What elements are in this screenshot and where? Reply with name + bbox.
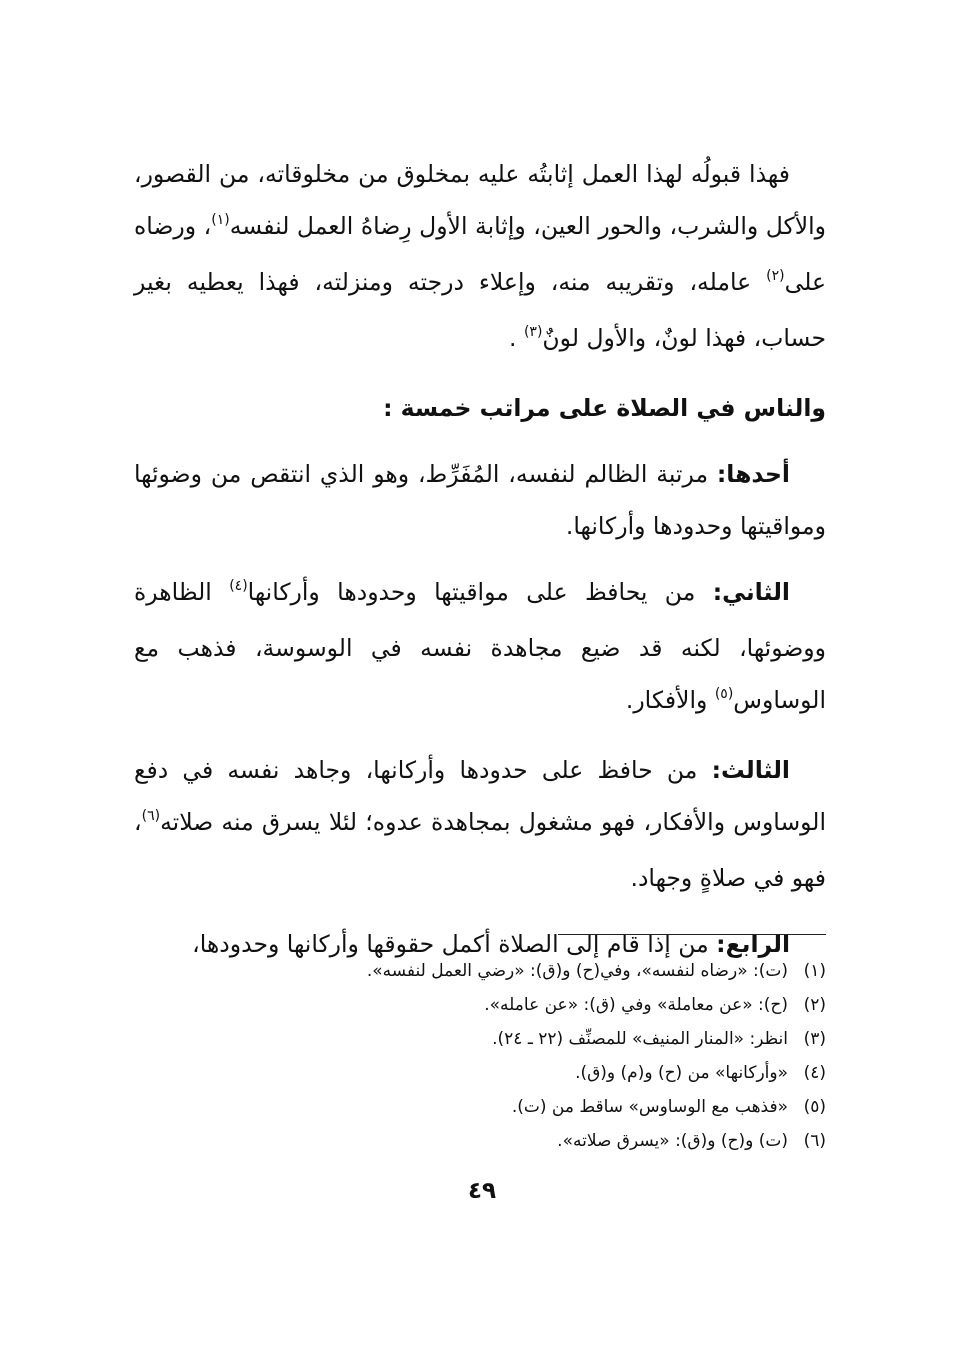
- footnote-ref-2[interactable]: (٢): [766, 268, 785, 284]
- paragraph-text: الظاهرة ووضوئها، لكنه قد ضيع مجاهدة نفسه في الوسوسة، فذهب مع الوساوس: [134, 578, 826, 714]
- footnotes: [134, 954, 826, 1158]
- footnote-separator: [558, 934, 826, 935]
- footnote-ref-5[interactable]: (٥): [714, 686, 734, 702]
- rank-label: أحدها:: [716, 460, 790, 488]
- footnote-item: [134, 988, 826, 1022]
- rank-label: الثاني:: [712, 578, 790, 606]
- paragraph-text: مرتبة الظالم لنفسه، المُفَرِّط، وهو الذي انتقص من وضوئها ومواقيتها وحدودها وأركانها.: [134, 460, 826, 540]
- footnote-number: (٤): [803, 1063, 826, 1083]
- footnote-item: [134, 954, 826, 988]
- footnote-text: «فذهب مع الوساوس» ساقط من (ت).: [511, 1097, 788, 1117]
- page-number: ٤٩: [467, 1178, 497, 1204]
- footnote-text: «وأركانها» من (ح) و(م) و(ق).: [575, 1063, 788, 1083]
- footnote-number: (٢): [803, 995, 826, 1015]
- paragraph-reward: [134, 148, 826, 368]
- footnote-number: (١): [803, 961, 826, 981]
- paragraph-text: فهذا قبولُه لهذا العمل إثابتُه عليه بمخلوق من مخلوقاته، من القصور، والأكل والشرب، والحور العين، وإثابة الأول رِضاهُ العمل لنفسه: [134, 160, 826, 240]
- rank-label: الرابع:: [716, 930, 790, 958]
- paragraph-text: .: [509, 324, 524, 352]
- paragraph-text: والأفكار.: [625, 686, 715, 714]
- footnote-text: انظر: «المنار المنيف» للمصنِّف (٢٢ ـ ٢٤).: [492, 1029, 788, 1049]
- footnote-number: (٦): [803, 1131, 826, 1151]
- footnote-number: (٣): [803, 1029, 826, 1049]
- footnote-text: (ت): «رضاه لنفسه»، وفي(ح) و(ق): «رضي العمل لنفسه».: [366, 961, 788, 981]
- rank-label: الثالث:: [711, 756, 790, 784]
- footnote-ref-1[interactable]: (١): [211, 212, 230, 228]
- footnote-item: [134, 1090, 826, 1124]
- paragraph-rank-2: [134, 566, 826, 730]
- footnote-item: [134, 1124, 826, 1158]
- paragraph-text: ، فهو في صلاةٍ وجهاد.: [134, 808, 826, 892]
- paragraph-text: عامله، وتقريبه منه، وإعلاء درجته ومنزلته، فهذا يعطيه بغير حساب، فهذا لونٌ، والأول لونٌ: [134, 268, 826, 352]
- footnote-item: [134, 1022, 826, 1056]
- footnote-ref-3[interactable]: (٣): [523, 324, 543, 340]
- paragraph-rank-3: [134, 744, 826, 904]
- section-heading: والناس في الصلاة على مراتب خمسة :: [383, 394, 826, 422]
- main-text: [134, 148, 826, 984]
- footnote-text: (ت) و(ح) و(ق): «يسرق صلاته».: [557, 1131, 788, 1151]
- paragraph-text: من يحافظ على مواقيتها وحدودها وأركانها: [247, 578, 713, 606]
- footnote-number: (٥): [803, 1097, 826, 1117]
- paragraph-text: من إذا قام إلى الصلاة أكمل حقوقها وأركانها وحدودها،: [192, 930, 717, 958]
- paragraph-text: ، ورضاه على: [134, 212, 826, 296]
- paragraph-rank-1: [134, 448, 826, 552]
- footnote-item: [134, 1056, 826, 1090]
- footnote-ref-6[interactable]: (٦): [141, 808, 161, 824]
- paragraph-text: من حافظ على حدودها وأركانها، وجاهد نفسه في دفع الوساوس والأفكار، فهو مشغول بمجاهدة عدوه؛ لئلا يسرق منه صلاته: [134, 756, 826, 836]
- footnote-text: (ح): «عن معاملة» وفي (ق): «عن عامله».: [484, 995, 788, 1015]
- footnote-ref-4[interactable]: (٤): [229, 578, 248, 594]
